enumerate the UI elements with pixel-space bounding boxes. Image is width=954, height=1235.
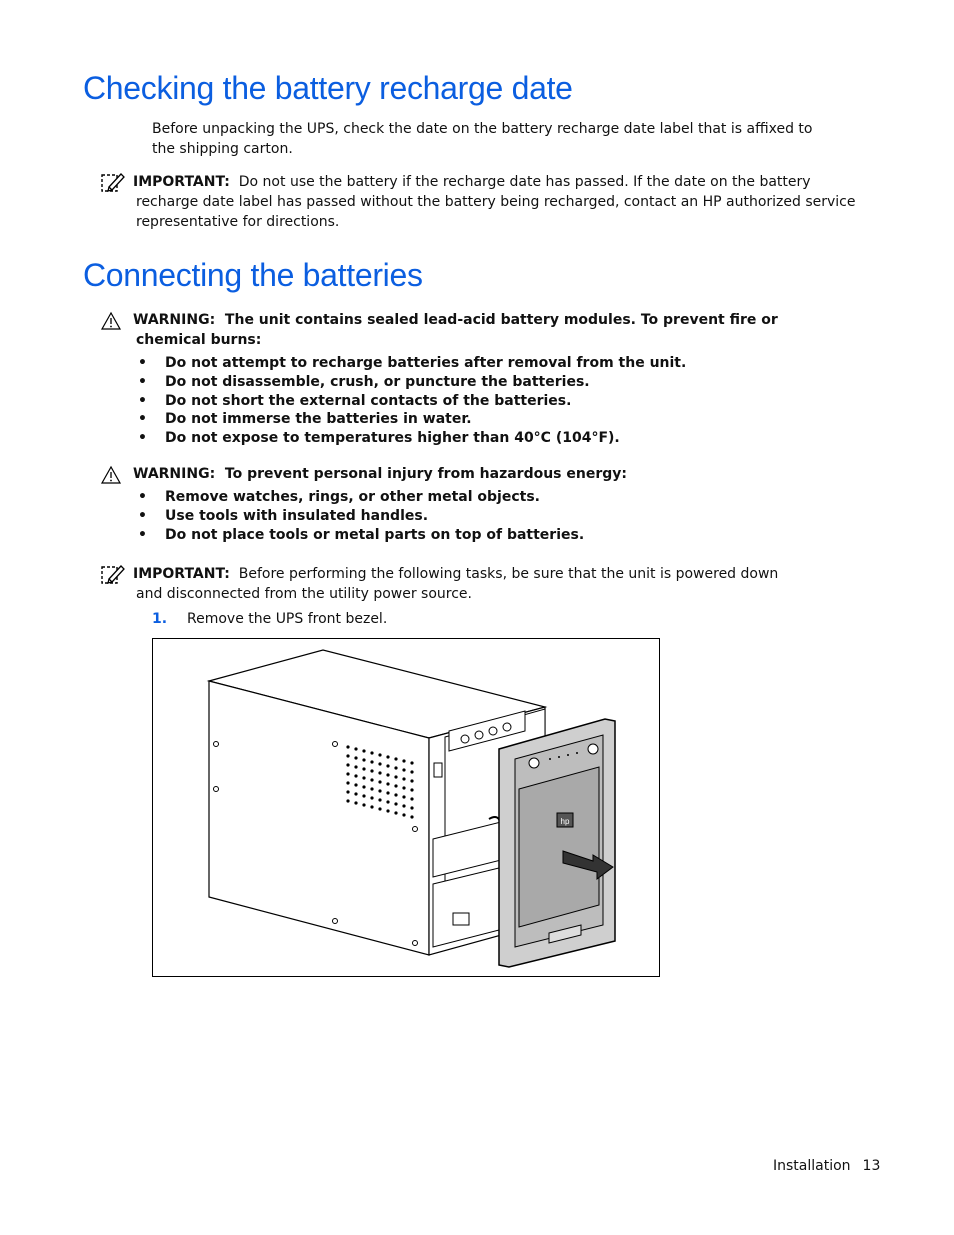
list-item: • Do not disassemble, crush, or puncture the batteries. [136,373,686,392]
warning-note-hazardous-energy [100,464,870,484]
ups-bezel-removal-figure [152,638,660,977]
list-item: • Do not attempt to recharge batteries after removal from the unit. [136,354,686,373]
list-item: • Do not immerse the batteries in water. [136,410,686,429]
important-note-power-down [100,564,800,604]
warning-list-hazardous-energy [136,488,584,544]
important-text: Before performing the following tasks, be sure that the unit is powered down and disconnected from the utility power source. [136,566,779,602]
important-label: IMPORTANT: [133,174,230,190]
warning-list-chemical [136,354,686,448]
ups-illustration [153,639,659,976]
warning-label: WARNING: [133,312,216,328]
section-title-connecting-batteries: Connecting the batteries [83,257,423,293]
test-button-icon [588,744,598,754]
power-button-icon [529,758,539,768]
warning-text: To prevent personal injury from hazardous energy: [224,466,627,482]
page-number: 13 [862,1158,881,1174]
list-item: • Do not short the external contacts of the batteries. [136,392,686,411]
intro-paragraph: Before unpacking the UPS, check the date on the battery recharge date label that is affixed to the shipping carton. [152,121,813,157]
important-icon [100,172,126,194]
list-item: • Do not place tools or metal parts on top of batteries. [136,526,584,545]
footer-section: Installation [773,1158,851,1174]
warning-label: WARNING: [133,466,216,482]
page-footer [773,1158,880,1174]
list-item: • Do not expose to temperatures higher than 40°C (104°F). [136,429,686,448]
step-number: 1. [152,611,168,627]
important-text: Do not use the battery if the recharge date has passed. If the date on the battery recharge date label has passed without the battery being recharged, contact an HP authorized service representative for directions. [136,174,856,230]
important-icon [100,564,126,586]
hp-logo-text: hp [560,817,570,826]
warning-icon [100,310,126,332]
warning-icon [100,464,126,486]
section-title-battery-recharge-date: Checking the battery recharge date [83,70,573,106]
important-note-recharge [100,172,870,232]
important-label: IMPORTANT: [133,566,230,582]
warning-text: The unit contains sealed lead-acid battery modules. To prevent fire or chemical burns: [136,312,778,348]
list-item: • Remove watches, rings, or other metal objects. [136,488,584,507]
step-text: Remove the UPS front bezel. [187,611,388,627]
list-item: • Use tools with insulated handles. [136,507,584,526]
step-1 [152,609,387,629]
warning-note-chemical [100,310,820,350]
